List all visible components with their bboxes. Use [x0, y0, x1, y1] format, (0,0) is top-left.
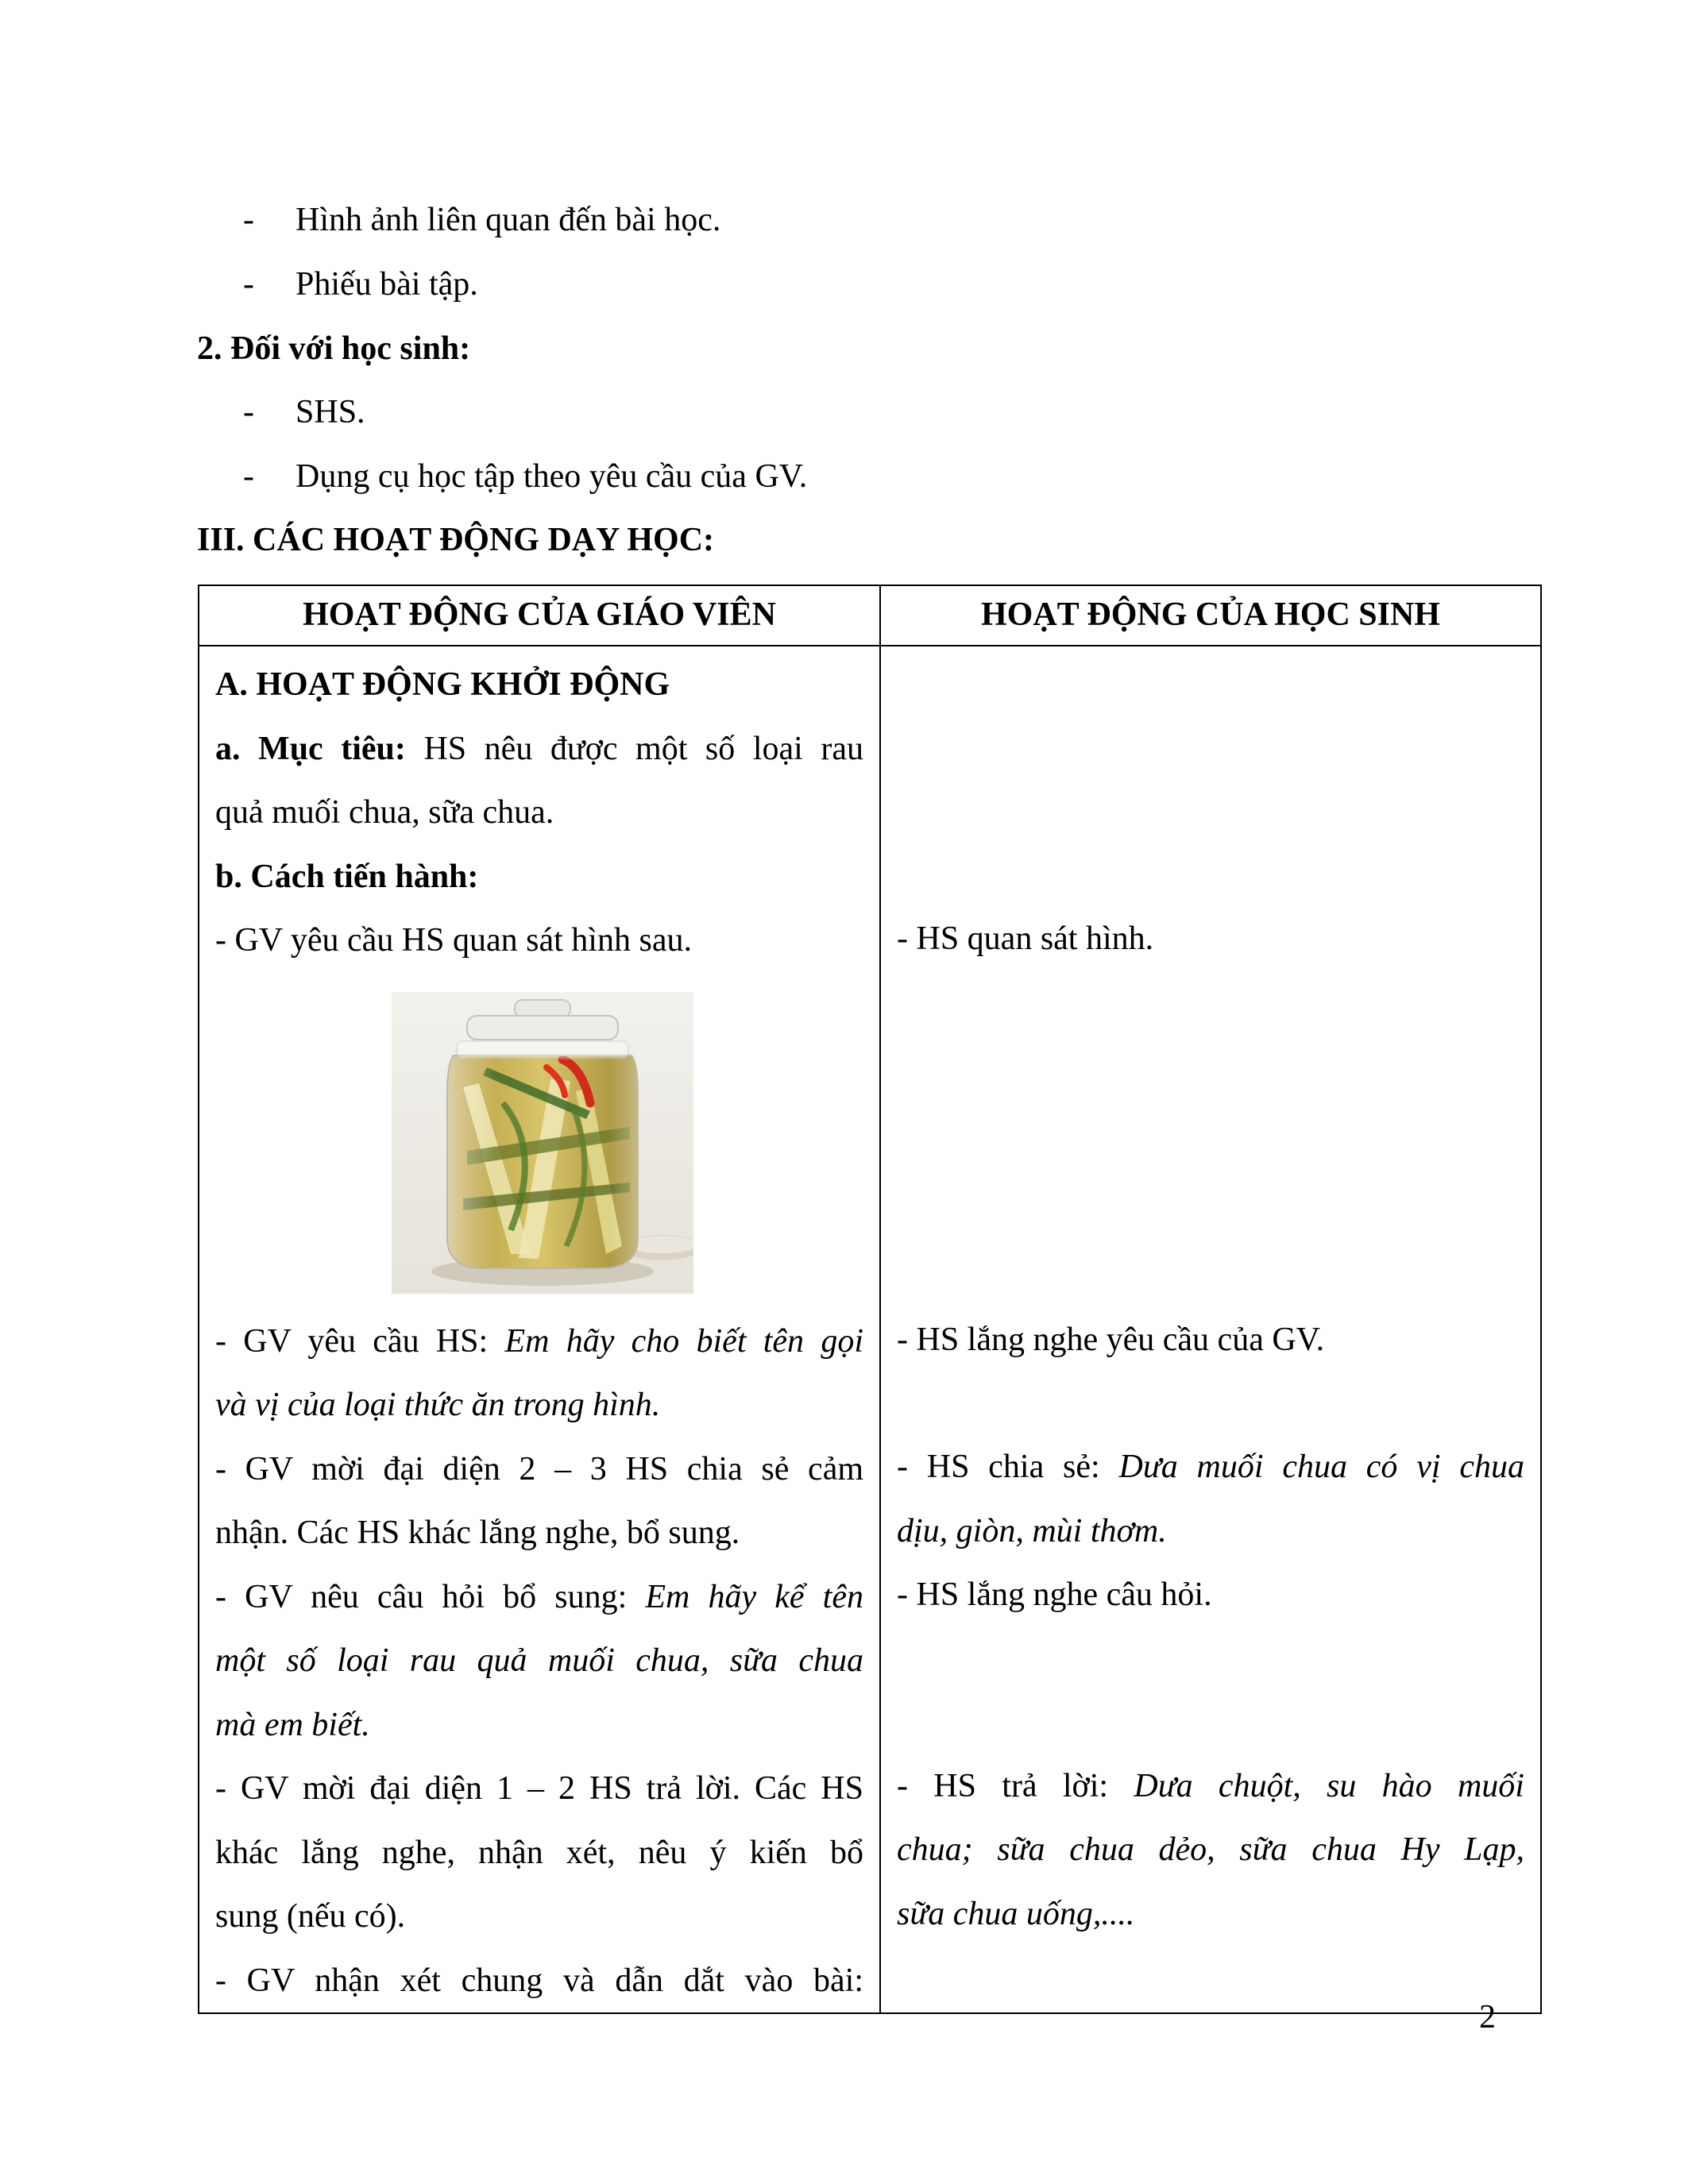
teacher-step-3-line-2: nhận. Các HS khác lắng nghe, bổ sung. — [215, 1515, 740, 1551]
teacher-step-2-line-1 — [215, 1310, 863, 1374]
table-row — [199, 646, 1541, 2013]
teacher-step-4-line-3: mà em biết. — [215, 1706, 370, 1743]
teacher-step-1: - GV yêu cầu HS quan sát hình sau. — [215, 922, 692, 959]
pickled-vegetable-jar-image — [392, 992, 693, 1294]
bullet-dash: - — [243, 458, 254, 495]
section-heading: III. CÁC HOẠT ĐỘNG DẠY HỌC: — [197, 522, 715, 558]
teacher-step-2-question: Em hãy cho biết tên gọi — [504, 1322, 863, 1360]
student-step-5-line-3: sữa chua uống,.... — [897, 1895, 1135, 1932]
teacher-step-3-line-1: - GV mời đại diện 2 – 3 HS chia sẻ cảm — [215, 1450, 863, 1488]
teacher-step-5-line-1: - GV mời đại diện 1 – 2 HS trả lời. Các HS — [215, 1770, 863, 1807]
bullet-dash: - — [243, 266, 254, 303]
bullet-dash: - — [243, 202, 254, 238]
student-step-1: - HS quan sát hình. — [897, 920, 1154, 957]
objective-label: a. Mục tiêu: — [215, 730, 406, 767]
bullet-text: Phiếu bài tập. — [295, 266, 478, 303]
student-step-3-answer: Dưa muối chua có vị chua — [1118, 1449, 1524, 1485]
header-student: HOẠT ĐỘNG CỦA HỌC SINH — [880, 585, 1541, 646]
teacher-step-4-line-1 — [215, 1565, 863, 1630]
student-activity-cell — [880, 646, 1541, 2013]
teacher-step-4-prefix: - GV nêu câu hỏi bổ sung: — [215, 1578, 646, 1615]
teacher-step-2-line-2: và vị của loại thức ăn trong hình. — [215, 1387, 661, 1423]
teacher-step-2-prefix: - GV yêu cầu HS: — [215, 1322, 505, 1360]
objective-line — [215, 717, 863, 781]
procedure-label: b. Cách tiến hành: — [215, 858, 479, 895]
bullet-dash: - — [243, 394, 254, 430]
teacher-step-4-question: Em hãy kể tên — [645, 1578, 863, 1615]
teacher-step-4-line-2: một số loại rau quả muối chua, sữa chua — [215, 1642, 863, 1679]
student-step-5-answer: Dưa chuột, su hào muối — [1134, 1767, 1524, 1804]
activities-table — [198, 585, 1542, 2014]
student-step-4: - HS lắng nghe câu hỏi. — [897, 1576, 1212, 1613]
student-step-3-line-1 — [897, 1435, 1524, 1499]
teacher-step-5-line-3: sung (nếu có). — [215, 1898, 406, 1935]
objective-text: HS nêu được một số loại rau — [405, 730, 863, 767]
objective-line-2: quả muối chua, sữa chua. — [215, 794, 554, 831]
bullet-text: Dụng cụ học tập theo yêu cầu của GV. — [295, 458, 808, 495]
student-materials-heading: 2. Đối với học sinh: — [197, 330, 471, 367]
part-title: A. HOẠT ĐỘNG KHỞI ĐỘNG — [215, 666, 670, 703]
bullet-text: Hình ảnh liên quan đến bài học. — [295, 202, 721, 238]
page-number: 2 — [1479, 1999, 1496, 2035]
teacher-step-5-line-2: khác lắng nghe, nhận xét, nêu ý kiến bổ — [215, 1834, 863, 1871]
table-header-row — [199, 585, 1541, 646]
student-step-5-line-1 — [897, 1754, 1524, 1819]
bullet-text: SHS. — [295, 394, 365, 430]
student-step-5-prefix: - HS trả lời: — [897, 1767, 1134, 1804]
student-step-2: - HS lắng nghe yêu cầu của GV. — [897, 1321, 1325, 1358]
student-step-5-line-2: chua; sữa chua dẻo, sữa chua Hy Lạp, — [897, 1831, 1524, 1868]
teacher-activity-cell — [199, 646, 880, 2013]
header-teacher: HOẠT ĐỘNG CỦA GIÁO VIÊN — [199, 585, 880, 646]
student-step-3-prefix: - HS chia sẻ: — [897, 1449, 1119, 1485]
student-step-3-line-2: dịu, giòn, mùi thơm. — [897, 1512, 1167, 1549]
teacher-step-6: - GV nhận xét chung và dẫn dắt vào bài: — [215, 1962, 863, 1999]
